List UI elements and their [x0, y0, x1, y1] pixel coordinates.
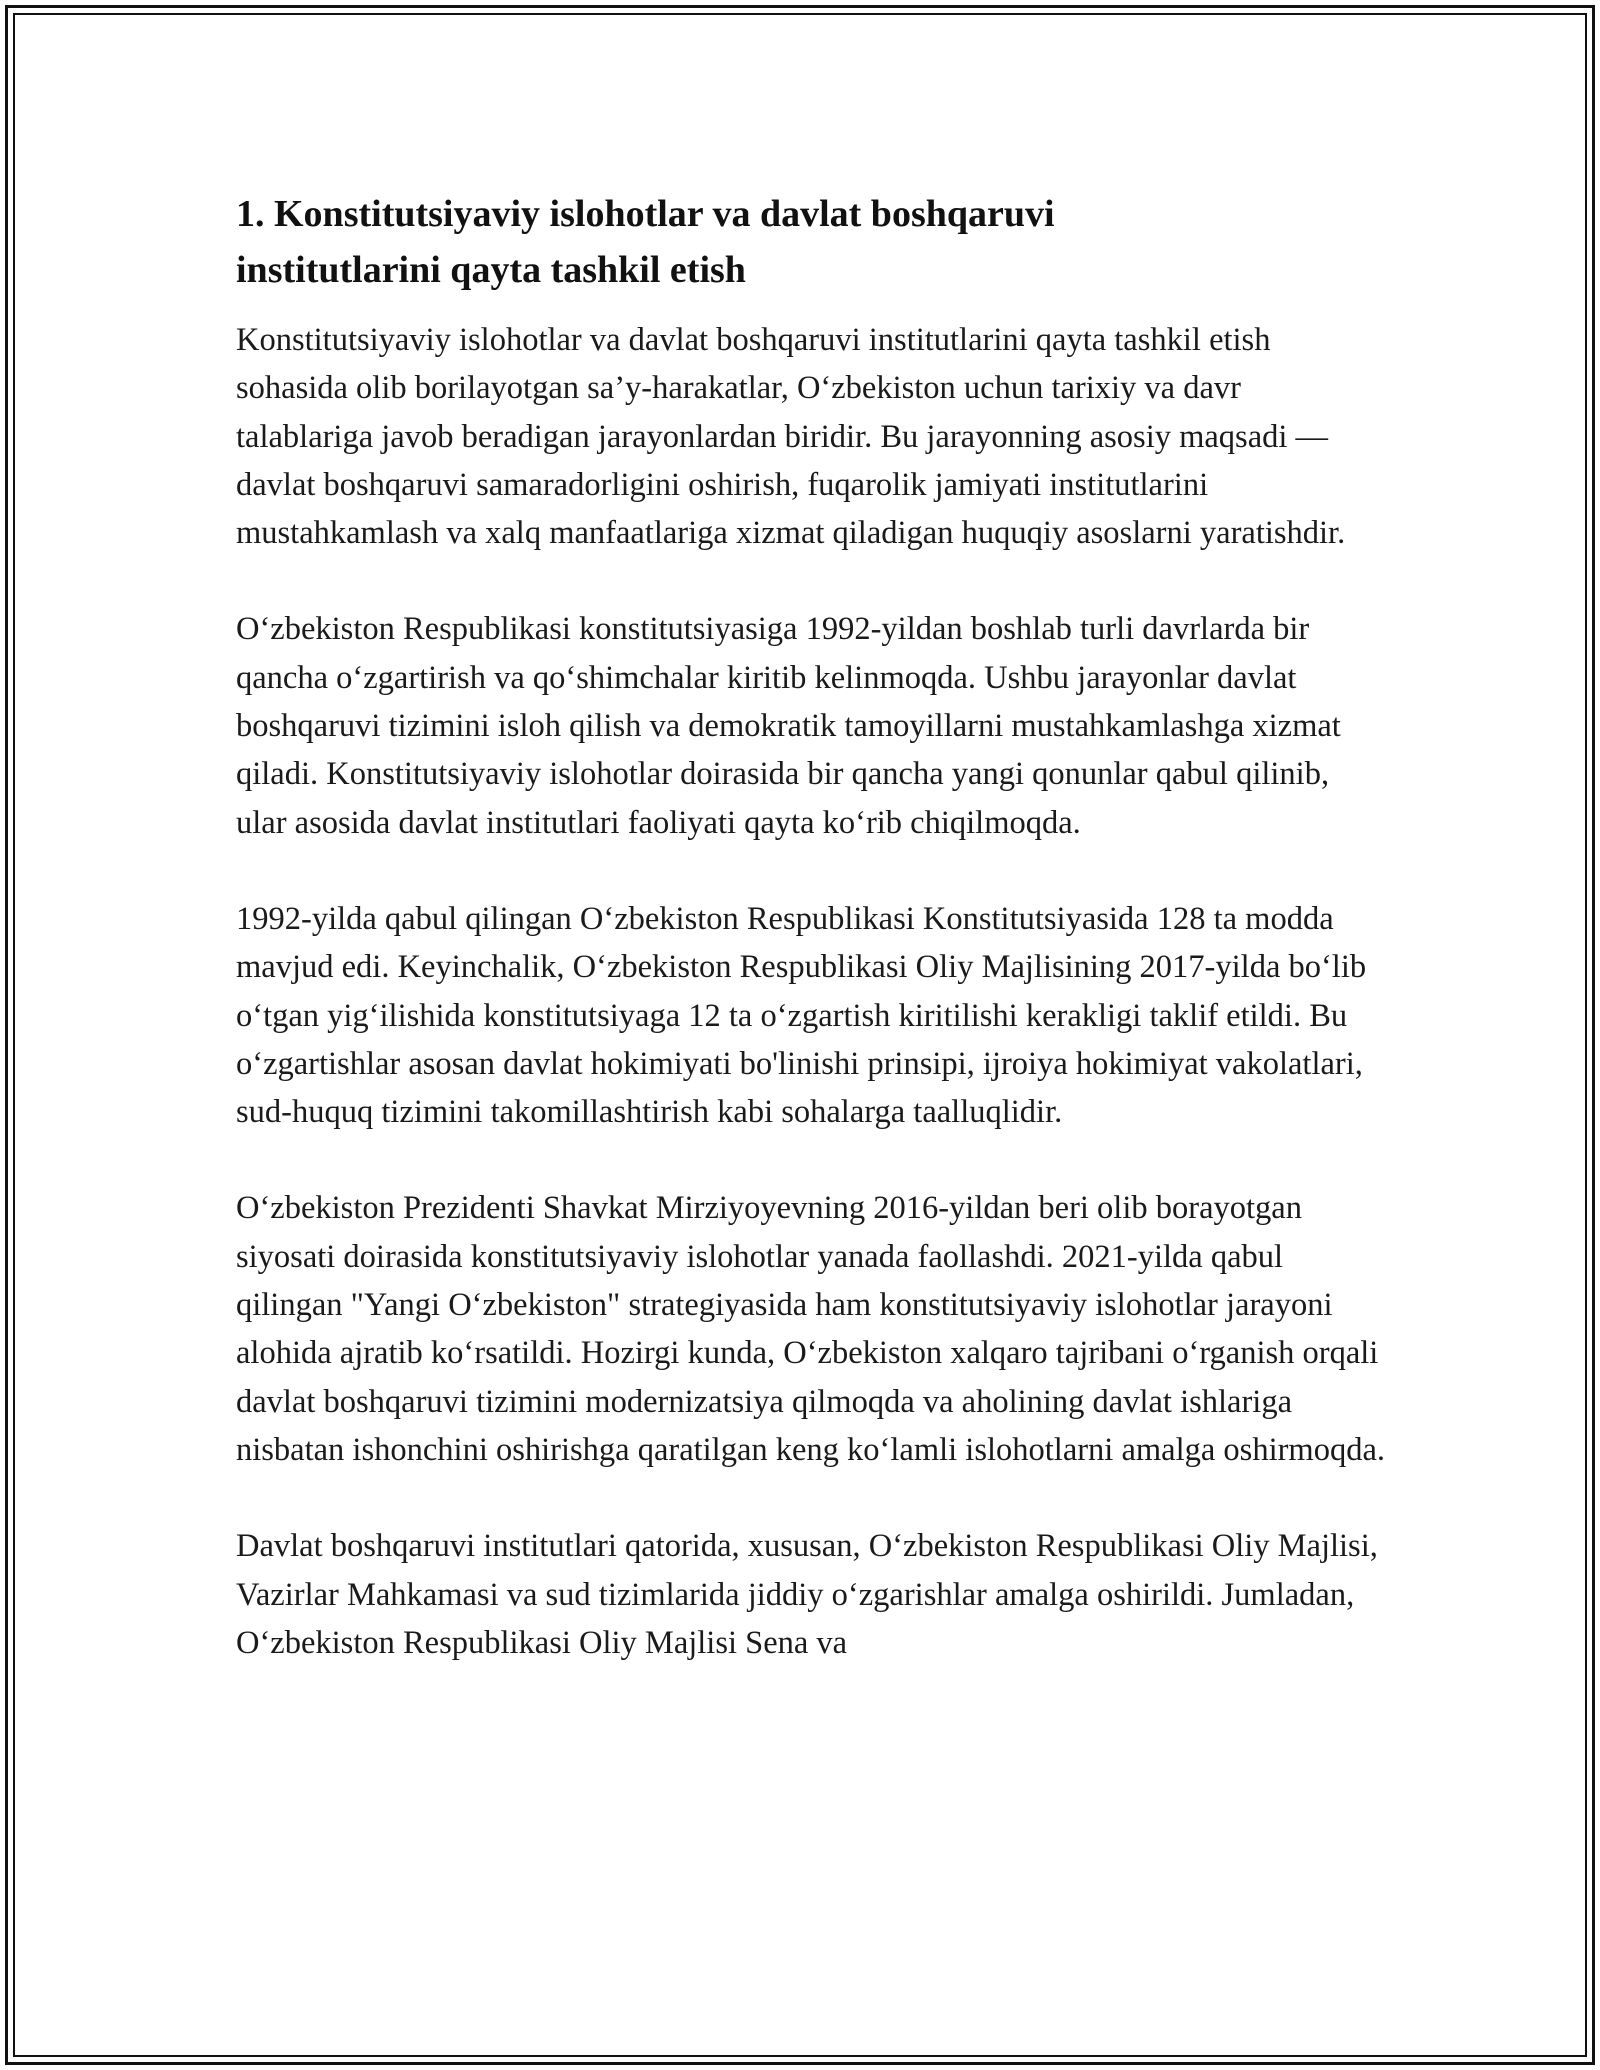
document-body [236, 186, 1386, 1715]
paragraph-4: O‘zbekiston Prezidenti Shavkat Mirziyoyevning 2016-yildan beri olib borayotgan siyosati doirasida konstitutsiyaviy islohotlar yanada faollashdi. 2021-yilda qabul qilingan "Yangi O‘zbekiston" strategiyasida ham konstitutsiyaviy islohotlar jarayoni alohida ajratib ko‘rsatildi. Hozirgi kunda, O‘zbekiston xalqaro tajribani o‘rganish orqali davlat boshqaruvi tizimini modernizatsiya qilmoqda va aholining davlat ishlariga nisbatan ishonchini oshirishga qaratilgan keng ko‘lamli islohotlarni amalga oshirmoqda. [236, 1190, 1386, 1468]
paragraph-1: Konstitutsiyaviy islohotlar va davlat boshqaruvi institutlarini qayta tashkil etish sohasida olib borilayotgan sa’y-harakatlar, O‘zbekiston uchun tarixiy va davr talablariga javob beradigan jarayonlardan biridir. Bu jarayonning asosiy maqsadi — davlat boshqaruvi samaradorligini oshirish, fuqarolik jamiyati institutlarini mustahkamlash va xalq manfaatlariga xizmat qiladigan huquqiy asoslarni yaratishdir. [236, 322, 1346, 552]
paragraph-5: Davlat boshqaruvi institutlari qatorida, xususan, O‘zbekiston Respublikasi Oliy Majlisi, Vazirlar Mahkamasi va sud tizimlarida jiddiy o‘zgarishlar amalga oshirildi. Jumladan, O‘zbekiston Respublikasi Oliy Majlisi Sena va [236, 1528, 1378, 1661]
paragraph-3: 1992-yilda qabul qilingan O‘zbekiston Respublikasi Konstitutsiyasida 128 ta modda mavjud edi. Keyinchalik, O‘zbekiston Respublikasi Oliy Majlisining 2017-yilda bo‘lib o‘tgan yig‘ilishida konstitutsiyaga 12 ta o‘zgartish kiritilishi kerakligi taklif etildi. Bu o‘zgartishlar asosan davlat hokimiyati bo'linishi prinsipi, ijroiya hokimiyat vakolatlari, sud-huquq tizimini takomillashtirish kabi sohalarga taalluqlidir. [236, 900, 1367, 1131]
section-heading-line-1: 1. Konstitutsiyaviy islohotlar va davlat boshqaruvi [236, 193, 1055, 235]
section-heading-line-2: institutlarini qayta tashkil etish [236, 249, 746, 291]
section-heading [236, 186, 1386, 298]
paragraph-2: O‘zbekiston Respublikasi konstitutsiyasiga 1992-yildan boshlab turli davrlarda bir qancha o‘zgartirish va qo‘shimchalar kiritib kelinmoqda. Ushbu jarayonlar davlat boshqaruvi tizimini isloh qilish va demokratik tamoyillarni mustahkamlashga xizmat qiladi. Konstitutsiyaviy islohotlar doirasida bir qancha yangi qonunlar qabul qilinib, ular asosida davlat institutlari faoliyati qayta ko‘rib chiqilmoqda. [236, 611, 1341, 841]
